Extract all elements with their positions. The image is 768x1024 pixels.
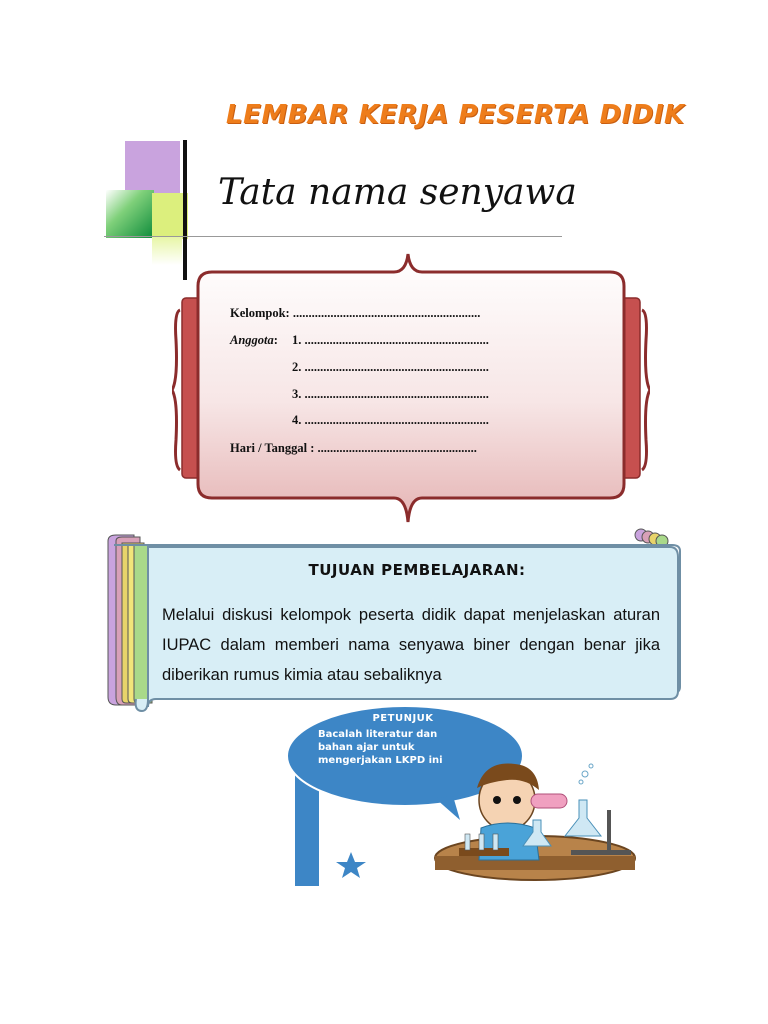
member-field-3: 3. ........................................................... (292, 387, 489, 401)
instruction-line-1: Bacalah literatur dan (318, 729, 438, 740)
worksheet-header: LEMBAR KERJA PESERTA DIDIK (226, 100, 685, 130)
topic-title: Tata nama senyawa (218, 172, 577, 213)
instruction-line-3: mengerjakan LKPD ini (318, 755, 443, 766)
instruction-line-2: bahan ajar untuk (318, 742, 415, 753)
group-field: Kelompok: ............................................................ (230, 306, 481, 320)
members-label (230, 333, 278, 348)
decor-square-purple (125, 141, 180, 193)
member-field-2: 2. ........................................................... (292, 360, 489, 374)
instruction-body (318, 728, 488, 767)
date-field: Hari / Tanggal : ................................................... (230, 441, 477, 455)
star-icon (336, 852, 366, 878)
objective-text: Melalui diskusi kelompok peserta didik dapat menjelaskan aturan IUPAC dalam memberi nama senyawa biner dengan benar jika diberikan rumus kimia atau sebaliknya (162, 606, 660, 684)
member-field-4: 4. ........................................................... (292, 413, 489, 427)
objective-title: TUJUAN PEMBELAJARAN: (308, 561, 526, 579)
decor-horizontal-line (104, 236, 562, 237)
members-label-colon: : (273, 333, 278, 347)
decor-square-green (106, 190, 154, 238)
instruction-title: PETUNJUK (372, 713, 434, 724)
members-label-text: Anggota (230, 333, 274, 347)
member-field-1: 1. ........................................................... (292, 333, 489, 347)
